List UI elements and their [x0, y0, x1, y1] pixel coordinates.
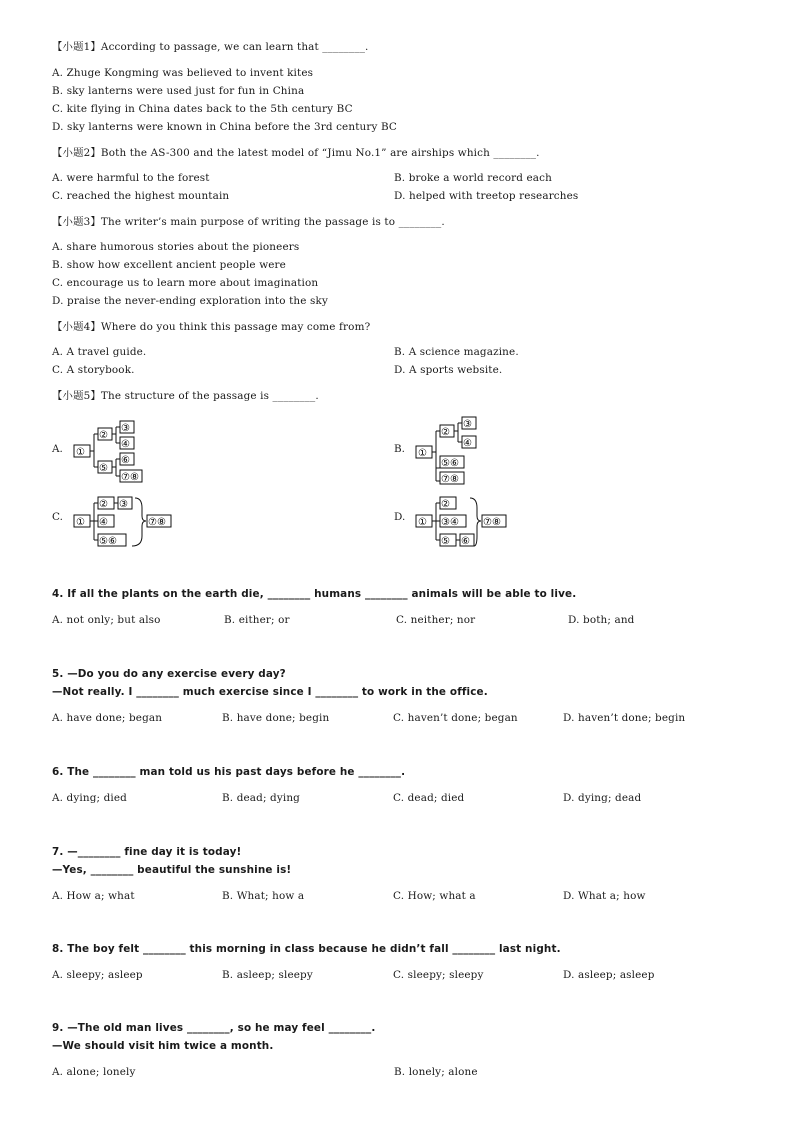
node-1: ① [76, 517, 85, 528]
node-1: ① [76, 447, 85, 458]
question-6-stem: 6. The ________ man told us his past days before he ________. [52, 766, 406, 778]
question-7-stem-1: 7. —________ fine day it is today! [52, 846, 242, 858]
question-4-option-b: B. either; or [224, 614, 290, 626]
node-56: ⑤⑥ [99, 536, 117, 547]
node-1: ① [418, 517, 427, 528]
question-6-option-b: B. dead; dying [222, 792, 300, 804]
question-6-option-c: C. dead; died [393, 792, 465, 804]
question-4-stem: 4. If all the plants on the earth die, ________ humans ________ animals will be able to live. [52, 588, 577, 600]
q5-stem: 【小题5】The structure of the passage is ________. [52, 390, 319, 402]
structure-diagram-c [72, 494, 182, 550]
node-78: ⑦⑧ [148, 517, 166, 528]
question-5-option-a: A. have done; began [52, 712, 163, 724]
question-6-option-a: A. dying; died [52, 792, 127, 804]
question-8-option-c: C. sleepy; sleepy [393, 969, 484, 981]
q2-option-b: B. broke a world record each [394, 172, 552, 184]
question-8-option-a: A. sleepy; asleep [52, 969, 143, 981]
node-78: ⑦⑧ [441, 474, 459, 485]
question-8-option-b: B. asleep; sleepy [222, 969, 313, 981]
question-7-option-a: A. How a; what [52, 890, 135, 902]
node-2: ② [441, 499, 450, 510]
question-7-option-d: D. What a; how [563, 890, 646, 902]
q2-stem: 【小题2】Both the AS-300 and the latest model of “Jimu No.1” are airships which ________. [52, 147, 540, 159]
question-5-option-b: B. have done; begin [222, 712, 330, 724]
question-7-option-b: B. What; how a [222, 890, 305, 902]
q3-option-c: C. encourage us to learn more about imagination [52, 277, 319, 289]
node-78: ⑦⑧ [121, 472, 139, 483]
question-5-stem-2: —Not really. I ________ much exercise since I ________ to work in the office. [52, 686, 488, 698]
q4-option-a: A. A travel guide. [52, 346, 147, 358]
q1-option-c: C. kite flying in China dates back to the 5th century BC [52, 103, 353, 115]
question-5-stem-1: 5. —Do you do any exercise every day? [52, 668, 286, 680]
q2-option-d: D. helped with treetop researches [394, 190, 579, 202]
node-6: ⑥ [121, 455, 130, 466]
q3-option-b: B. show how excellent ancient people were [52, 259, 286, 271]
question-8-stem: 8. The boy felt ________ this morning in class because he didn’t fall ________ last night. [52, 943, 561, 955]
question-9-option-a: A. alone; lonely [52, 1066, 136, 1078]
q4-option-c: C. A storybook. [52, 364, 135, 376]
question-9-stem-2: —We should visit him twice a month. [52, 1040, 274, 1052]
question-5-option-d: D. haven’t done; begin [563, 712, 686, 724]
node-3: ③ [121, 423, 130, 434]
node-5: ⑤ [441, 536, 450, 547]
q3-stem: 【小题3】The writer’s main purpose of writing the passage is to ________. [52, 216, 445, 228]
q3-option-a: A. share humorous stories about the pioneers [52, 241, 300, 253]
question-9-option-b: B. lonely; alone [394, 1066, 478, 1078]
question-5-option-c: C. haven’t done; began [393, 712, 518, 724]
q3-option-d: D. praise the never-ending exploration into the sky [52, 295, 328, 307]
q4-stem: 【小题4】Where do you think this passage may come from? [52, 321, 371, 333]
node-2: ② [99, 430, 108, 441]
q5-label-a: A. [52, 443, 63, 455]
structure-diagram-b [414, 414, 494, 488]
node-3: ③ [463, 419, 472, 430]
q1-stem: 【小题1】According to passage, we can learn that ________. [52, 41, 369, 53]
node-2: ② [99, 499, 108, 510]
node-4: ④ [463, 438, 472, 449]
question-7-stem-2: —Yes, ________ beautiful the sunshine is! [52, 864, 292, 876]
node-4: ④ [99, 517, 108, 528]
node-34: ③④ [441, 517, 459, 528]
q1-option-a: A. Zhuge Kongming was believed to invent kites [52, 67, 314, 79]
q5-label-d: D. [394, 511, 406, 523]
q2-option-c: C. reached the highest mountain [52, 190, 230, 202]
q4-option-b: B. A science magazine. [394, 346, 519, 358]
node-2: ② [441, 427, 450, 438]
q1-option-b: B. sky lanterns were used just for fun in China [52, 85, 305, 97]
question-6-option-d: D. dying; dead [563, 792, 642, 804]
question-4-option-c: C. neither; nor [396, 614, 476, 626]
q5-label-b: B. [394, 443, 405, 455]
structure-diagram-d [414, 494, 524, 550]
node-78: ⑦⑧ [483, 517, 501, 528]
q2-option-a: A. were harmful to the forest [52, 172, 210, 184]
q4-option-d: D. A sports website. [394, 364, 503, 376]
structure-diagram-a [72, 418, 152, 488]
question-8-option-d: D. asleep; asleep [563, 969, 655, 981]
node-6: ⑥ [461, 536, 470, 547]
node-1: ① [418, 448, 427, 459]
node-56: ⑤⑥ [441, 458, 459, 469]
q1-option-d: D. sky lanterns were known in China before the 3rd century BC [52, 121, 398, 133]
q5-label-c: C. [52, 511, 63, 523]
question-7-option-c: C. How; what a [393, 890, 476, 902]
node-4: ④ [121, 439, 130, 450]
node-5: ⑤ [99, 463, 108, 474]
question-4-option-d: D. both; and [568, 614, 635, 626]
node-3: ③ [119, 499, 128, 510]
question-4-option-a: A. not only; but also [52, 614, 161, 626]
question-9-stem-1: 9. —The old man lives ________, so he may feel ________. [52, 1022, 376, 1034]
